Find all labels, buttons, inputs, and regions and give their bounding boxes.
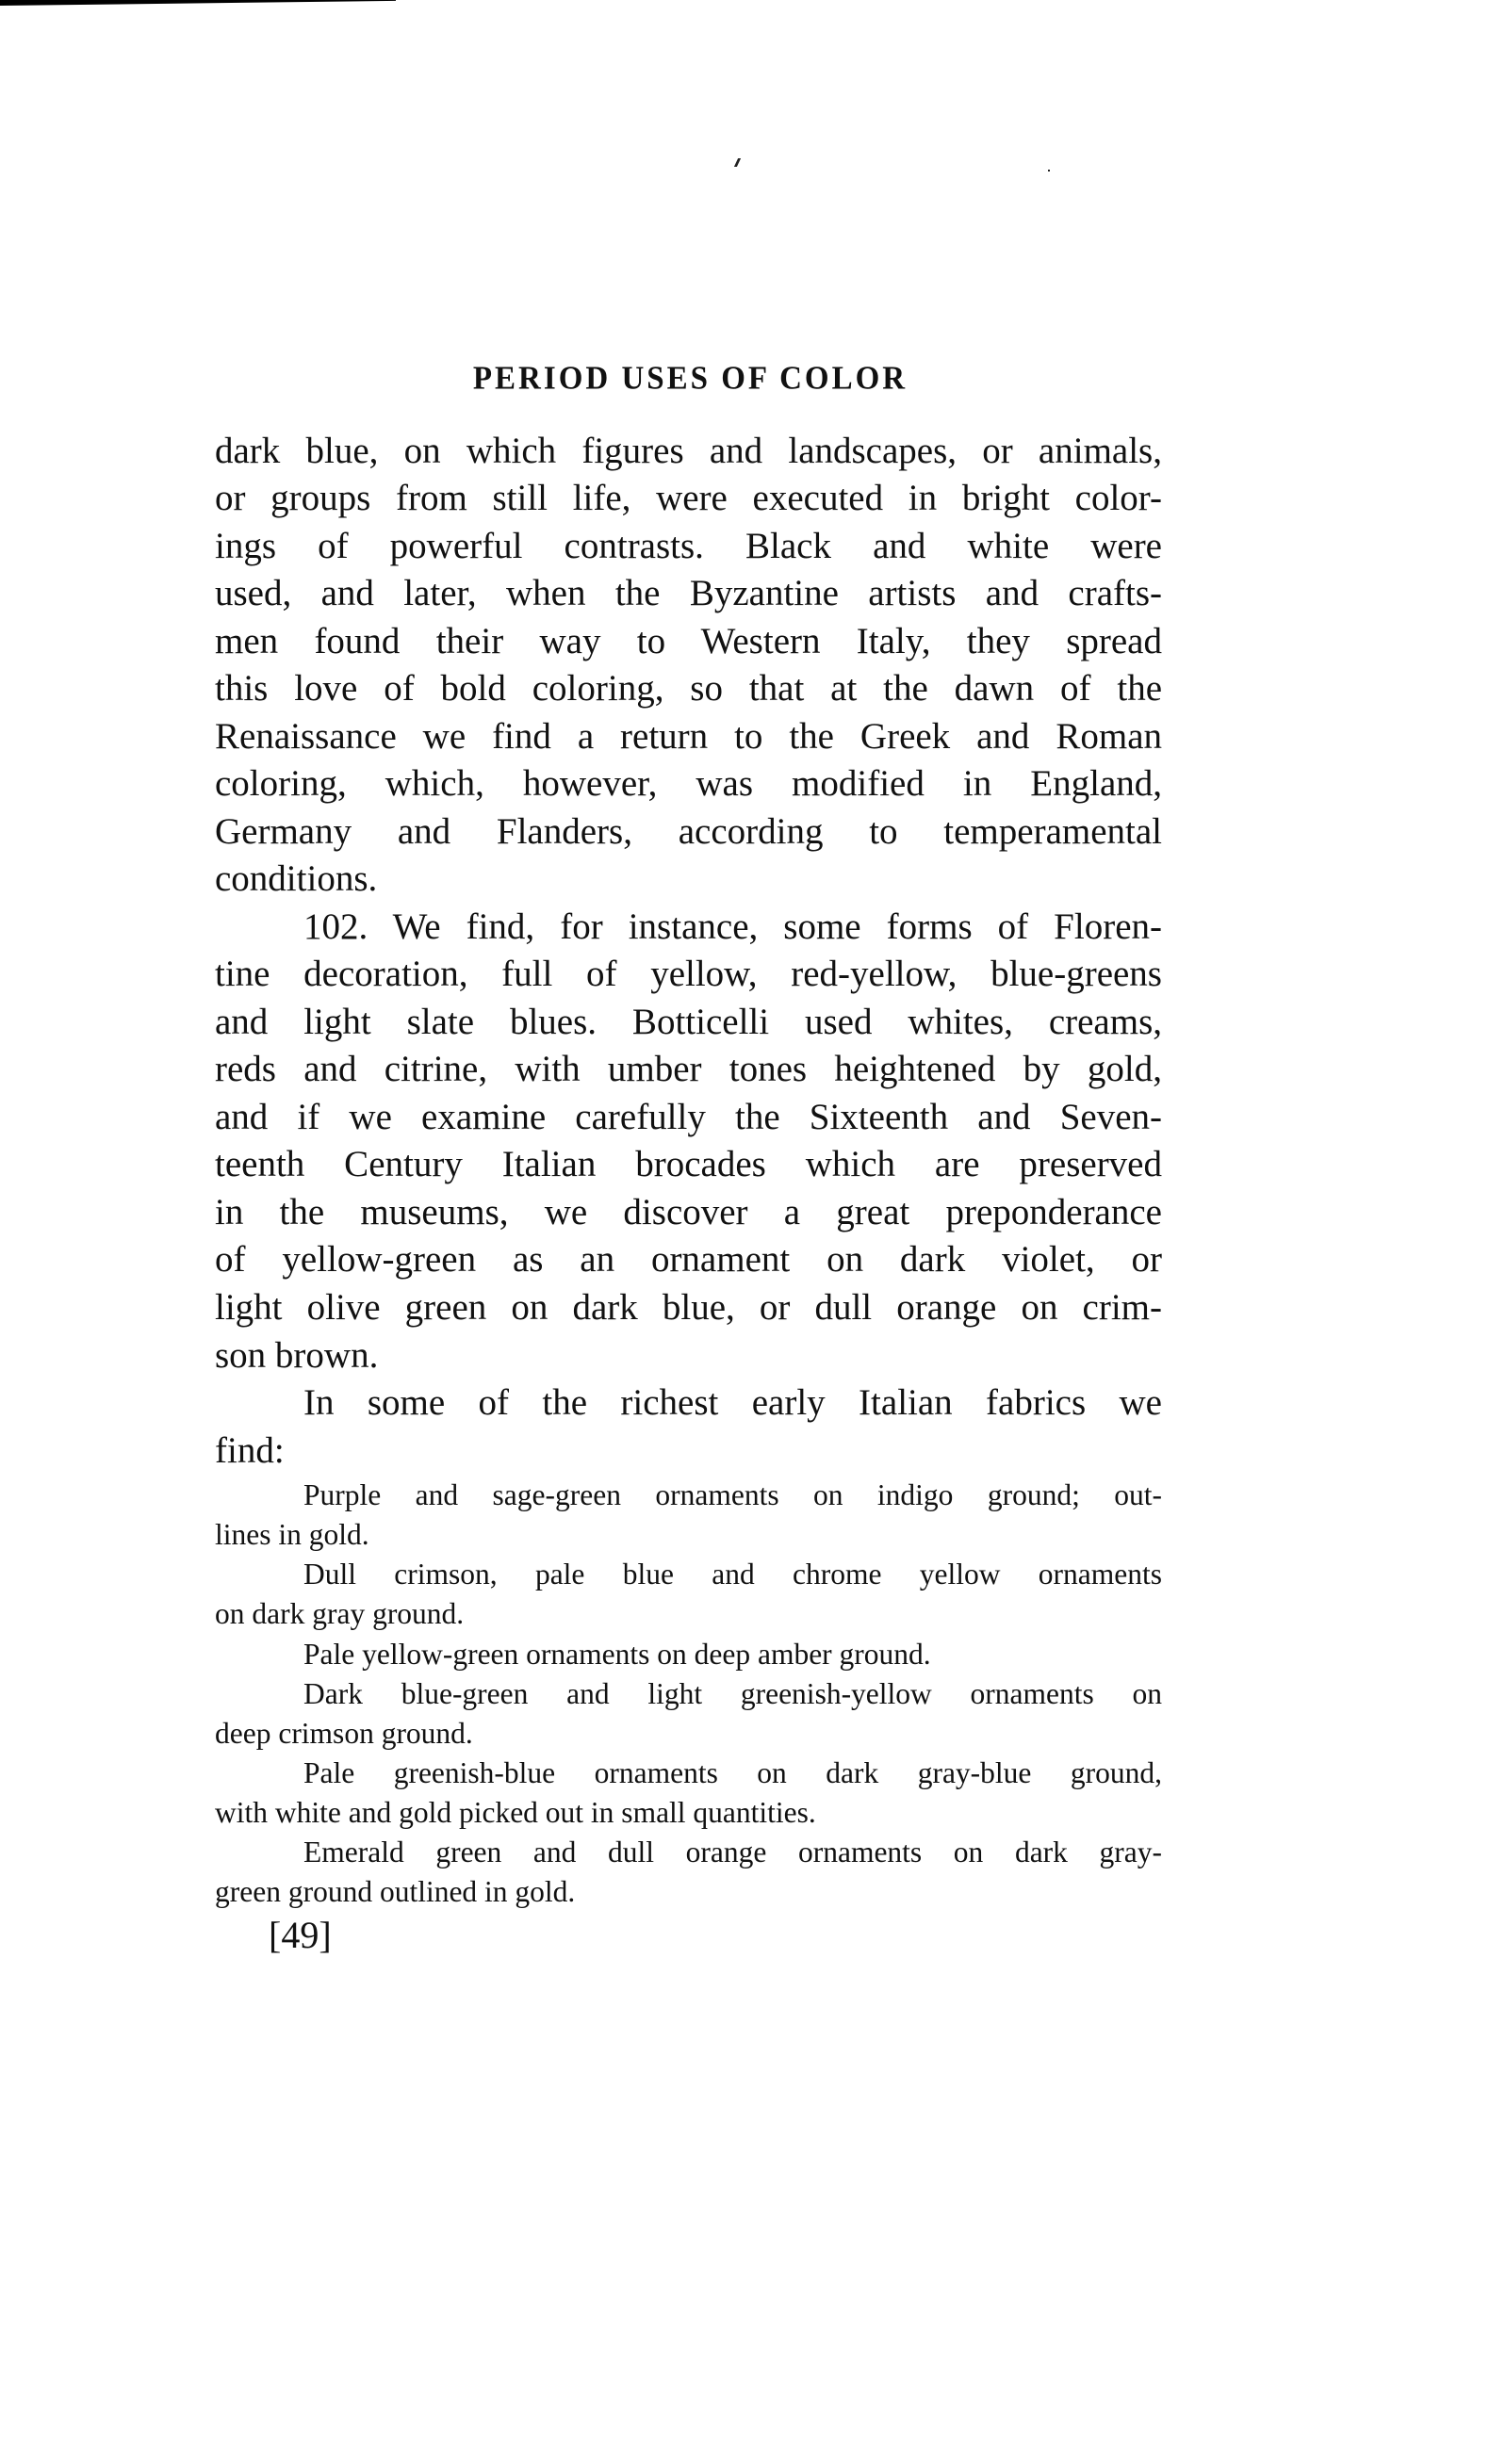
text-line: tine decoration, full of yellow, red-yellow, blue-greens xyxy=(215,954,1162,994)
text-line: In some of the richest early Italian fabrics we xyxy=(303,1382,1162,1423)
text-line: on dark gray ground. xyxy=(215,1597,465,1630)
text-line: Pale greenish-blue ornaments on dark gray-blue ground, xyxy=(303,1756,1162,1789)
scan-speck xyxy=(1048,170,1050,171)
page-number: [49] xyxy=(269,1914,332,1956)
text-line: find: xyxy=(215,1430,285,1471)
text-line: and light slate blues. Botticelli used whites, creams, xyxy=(215,1002,1162,1042)
text-line: Emerald green and dull orange ornaments on dark gray- xyxy=(303,1836,1162,1868)
text-line: with white and gold picked out in small quantities. xyxy=(215,1796,816,1829)
text-line: Renaissance we find a return to the Greek and Roman xyxy=(215,716,1162,757)
text-line: in the museums, we discover a great preponderance xyxy=(215,1192,1162,1232)
text-line: coloring, which, however, was modified in England, xyxy=(215,763,1162,804)
text-line: lines in gold. xyxy=(215,1518,369,1551)
text-line: and if we examine carefully the Sixteenth and Seven- xyxy=(215,1097,1162,1137)
text-line: Pale yellow-green ornaments on deep amber ground. xyxy=(303,1638,931,1671)
text-line: 102. We find, for instance, some forms of Floren- xyxy=(303,906,1162,947)
text-line: Dull crimson, pale blue and chrome yellow ornaments xyxy=(303,1558,1162,1591)
text-line: green ground outlined in gold. xyxy=(215,1875,576,1908)
scan-edge-artifact xyxy=(0,0,396,6)
text-line: Dark blue-green and light greenish-yellow ornaments on xyxy=(303,1677,1162,1710)
text-line: used, and later, when the Byzantine artists and crafts- xyxy=(215,573,1162,613)
text-line: of yellow-green as an ornament on dark violet, or xyxy=(215,1239,1162,1280)
text-line: reds and citrine, with umber tones heightened by gold, xyxy=(215,1049,1162,1089)
text-line: Germany and Flanders, according to temperamental xyxy=(215,811,1162,852)
text-line: teenth Century Italian brocades which are preserved xyxy=(215,1144,1162,1184)
text-line: conditions. xyxy=(215,858,378,899)
text-line: men found their way to Western Italy, they spread xyxy=(215,621,1162,661)
text-line: deep crimson ground. xyxy=(215,1717,473,1750)
text-line: Purple and sage-green ornaments on indigo ground; out- xyxy=(303,1478,1162,1511)
text-line: ings of powerful contrasts. Black and white were xyxy=(215,526,1162,566)
text-line: son brown. xyxy=(215,1335,379,1376)
running-head: PERIOD USES OF COLOR xyxy=(472,361,909,397)
text-line: dark blue, on which figures and landscapes, or animals, xyxy=(215,431,1162,471)
text-line: or groups from still life, were executed in bright color- xyxy=(215,478,1162,518)
scan-speck xyxy=(734,158,741,167)
text-line: this love of bold coloring, so that at the dawn of the xyxy=(215,668,1162,709)
text-line: light olive green on dark blue, or dull orange on crim- xyxy=(215,1287,1162,1328)
